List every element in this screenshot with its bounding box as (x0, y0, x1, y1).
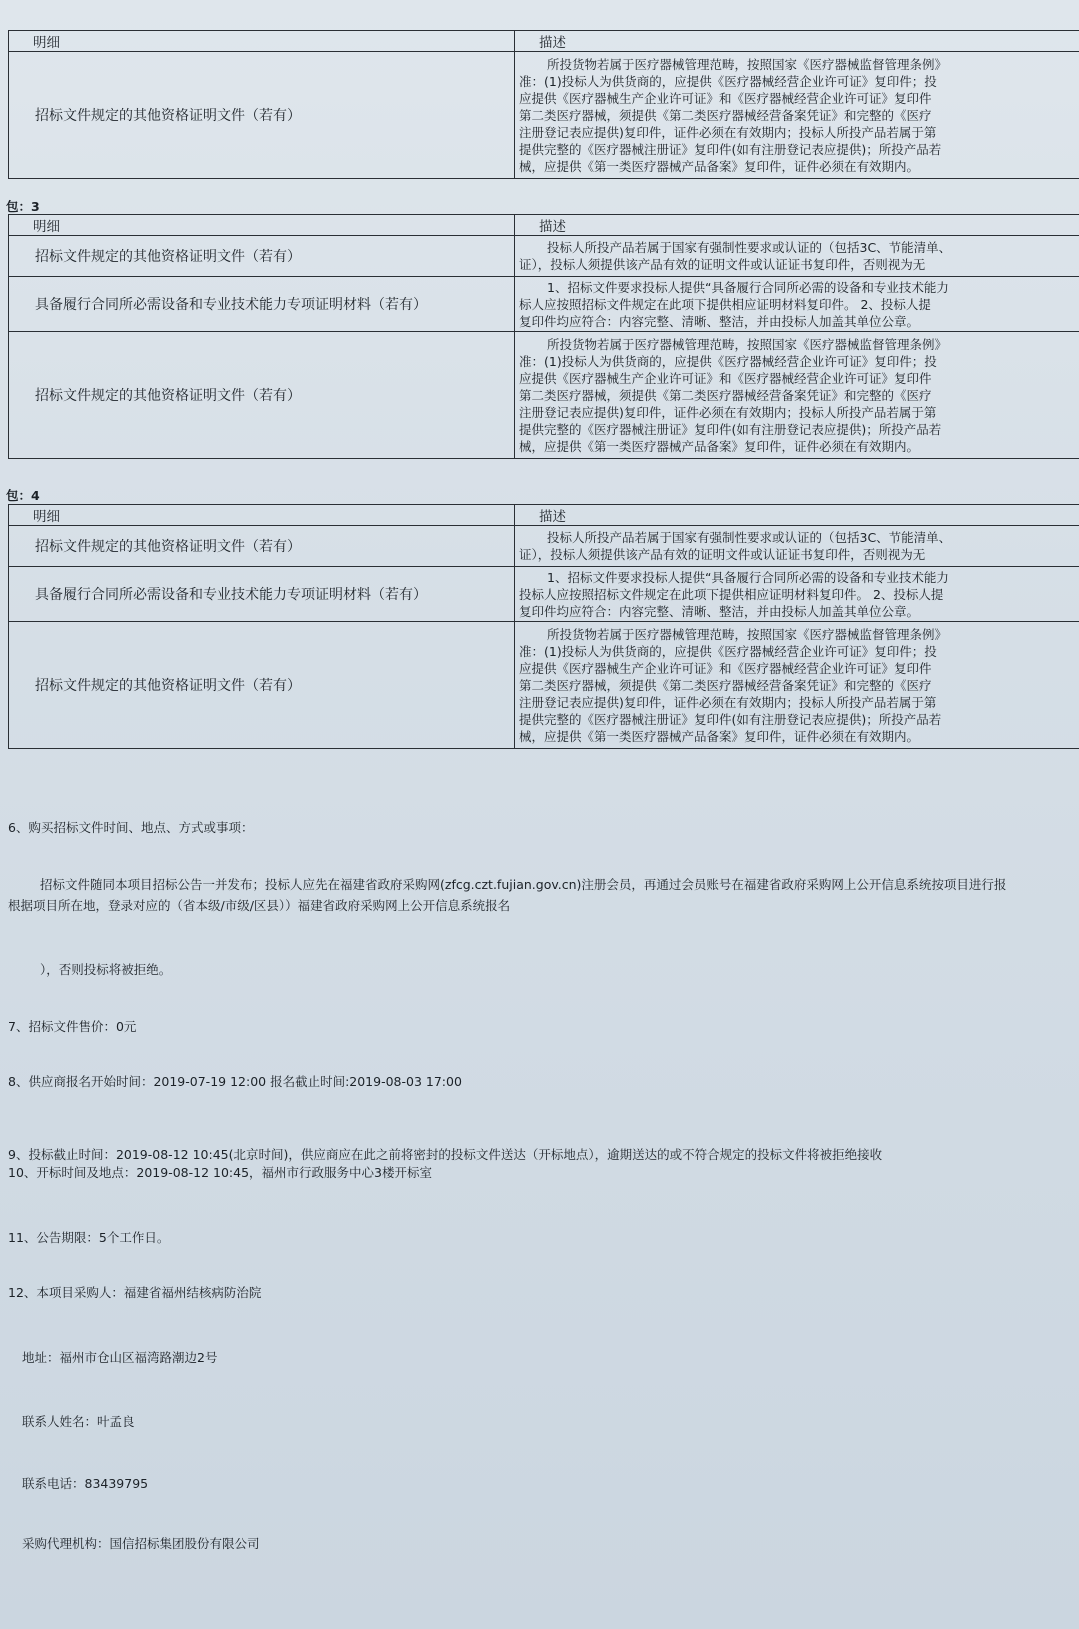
header-description: 描述 (515, 31, 1079, 52)
desc-line: 应提供《医疗器械生产企业许可证》和《医疗器械经营企业许可证》复印件 (519, 660, 932, 676)
desc-line: 1、招标文件要求投标人提供“具备履行合同所必需的设备和专业技术能力 (547, 279, 949, 295)
row-description (515, 567, 1079, 622)
desc-line: 第二类医疗器械，须提供《第二类医疗器械经营备案凭证》和完整的《医疗 (519, 387, 932, 403)
table-row (9, 277, 1079, 332)
header-detail: 明细 (9, 31, 515, 52)
desc-line: 提供完整的《医疗器械注册证》复印件(如有注册登记表应提供)；所投产品若 (519, 421, 942, 437)
row-label: 招标文件规定的其他资格证明文件（若有） (9, 622, 515, 749)
qualification-table-package-4 (8, 504, 1079, 749)
row-label: 招标文件规定的其他资格证明文件（若有） (9, 332, 515, 459)
row-label: 招标文件规定的其他资格证明文件（若有） (9, 236, 515, 277)
desc-line: 准：(1)投标人为供货商的，应提供《医疗器械经营企业许可证》复印件；投 (519, 353, 937, 369)
package-3-label: 包：3 (6, 199, 40, 214)
header-detail: 明细 (9, 215, 515, 236)
table-row (9, 236, 1079, 277)
section-6-line-2: 根据项目所在地，登录对应的（省本级/市级/区县））福建省政府采购网上公开信息系统报名 (8, 898, 511, 913)
table-row (9, 567, 1079, 622)
desc-line: 注册登记表应提供)复印件，证件必须在有效期内；投标人所投产品若属于第 (519, 124, 937, 140)
desc-line: 标人应按照招标文件规定在此项下提供相应证明材料复印件。 2、投标人提 (519, 296, 931, 312)
desc-line: 提供完整的《医疗器械注册证》复印件(如有注册登记表应提供)；所投产品若 (519, 711, 942, 727)
table-row (9, 332, 1079, 459)
desc-line: 1、招标文件要求投标人提供“具备履行合同所必需的设备和专业技术能力 (547, 569, 949, 585)
purchaser-address: 地址：福州市仓山区福湾路潮边2号 (22, 1350, 218, 1365)
header-description: 描述 (515, 505, 1079, 526)
desc-line: 准：(1)投标人为供货商的，应提供《医疗器械经营企业许可证》复印件；投 (519, 643, 937, 659)
desc-line: 复印件均应符合：内容完整、清晰、整洁，并由投标人加盖其单位公章。 (519, 313, 920, 329)
desc-line: 证），投标人须提供该产品有效的证明文件或认证证书复印件，否则视为无 (519, 547, 926, 562)
section-6-line-1: 招标文件随同本项目招标公告一并发布；投标人应先在福建省政府采购网(zfcg.czt.fujian.gov.cn)注册会员，再通过会员账号在福建省政府采购网上公开信息系统按项目进行报 (40, 877, 1007, 892)
table-header-row (9, 505, 1079, 526)
section-8-registration-time: 8、供应商报名开始时间：2019-07-19 12:00 报名截止时间:2019-08-03 17:00 (8, 1074, 462, 1089)
desc-line: 第二类医疗器械，须提供《第二类医疗器械经营备案凭证》和完整的《医疗 (519, 677, 932, 693)
table-header-row (9, 31, 1079, 52)
row-label: 招标文件规定的其他资格证明文件（若有） (9, 52, 515, 179)
table-header-row (9, 215, 1079, 236)
section-6-title: 6、购买招标文件时间、地点、方式或事项： (8, 820, 254, 835)
desc-line: 第二类医疗器械，须提供《第二类医疗器械经营备案凭证》和完整的《医疗 (519, 107, 932, 123)
desc-line: 证），投标人须提供该产品有效的证明文件或认证证书复印件，否则视为无 (519, 257, 926, 272)
desc-line: 应提供《医疗器械生产企业许可证》和《医疗器械经营企业许可证》复印件 (519, 370, 932, 386)
row-description (515, 332, 1079, 459)
row-description (515, 52, 1079, 179)
desc-line: 准：(1)投标人为供货商的，应提供《医疗器械经营企业许可证》复印件；投 (519, 73, 937, 89)
desc-line: 械，应提供《第一类医疗器械产品备案》复印件，证件必须在有效期内。 (519, 438, 920, 454)
desc-line: 投标人所投产品若属于国家有强制性要求或认证的（包括3C、节能清单、 (547, 530, 952, 545)
package-4-label: 包：4 (6, 488, 40, 503)
desc-line: 应提供《医疗器械生产企业许可证》和《医疗器械经营企业许可证》复印件 (519, 90, 932, 106)
row-description (515, 526, 1079, 567)
header-description: 描述 (515, 215, 1079, 236)
table-row (9, 52, 1079, 179)
qualification-table-1 (8, 30, 1079, 179)
desc-line: 所投货物若属于医疗器械管理范畴，按照国家《医疗器械监督管理条例》 (547, 56, 948, 72)
contact-phone: 联系电话：83439795 (22, 1476, 149, 1491)
section-6-line-3: ），否则投标将被拒绝。 (40, 962, 172, 977)
section-11-notice-period: 11、公告期限：5个工作日。 (8, 1230, 170, 1245)
row-description (515, 277, 1079, 332)
header-detail: 明细 (9, 505, 515, 526)
row-description (515, 236, 1079, 277)
desc-line: 械，应提供《第一类医疗器械产品备案》复印件，证件必须在有效期内。 (519, 728, 920, 744)
section-9-bid-deadline: 9、投标截止时间：2019-08-12 10:45(北京时间)，供应商应在此之前将密封的投标文件送达（开标地点），逾期送达的或不符合规定的投标文件将被拒绝接收 (8, 1147, 883, 1162)
section-12-purchaser: 12、本项目采购人：福建省福州结核病防治院 (8, 1285, 262, 1300)
table-row (9, 622, 1079, 749)
row-label: 招标文件规定的其他资格证明文件（若有） (9, 526, 515, 567)
row-label: 具备履行合同所必需设备和专业技术能力专项证明材料（若有） (9, 277, 515, 332)
desc-line: 复印件均应符合：内容完整、清晰、整洁，并由投标人加盖其单位公章。 (519, 603, 920, 619)
desc-line: 提供完整的《医疗器械注册证》复印件(如有注册登记表应提供)；所投产品若 (519, 141, 942, 157)
procurement-agency: 采购代理机构：国信招标集团股份有限公司 (22, 1536, 260, 1551)
table-row (9, 526, 1079, 567)
section-10-opening-time: 10、开标时间及地点：2019-08-12 10:45，福州市行政服务中心3楼开标室 (8, 1165, 433, 1180)
desc-line: 投标人所投产品若属于国家有强制性要求或认证的（包括3C、节能清单、 (547, 240, 952, 255)
desc-line: 注册登记表应提供)复印件，证件必须在有效期内；投标人所投产品若属于第 (519, 404, 937, 420)
row-label: 具备履行合同所必需设备和专业技术能力专项证明材料（若有） (9, 567, 515, 622)
desc-line: 所投货物若属于医疗器械管理范畴，按照国家《医疗器械监督管理条例》 (547, 626, 948, 642)
desc-line: 投标人应按照招标文件规定在此项下提供相应证明材料复印件。 2、投标人提 (519, 586, 944, 602)
desc-line: 械，应提供《第一类医疗器械产品备案》复印件，证件必须在有效期内。 (519, 158, 920, 174)
desc-line: 注册登记表应提供)复印件，证件必须在有效期内；投标人所投产品若属于第 (519, 694, 937, 710)
section-7-price: 7、招标文件售价：0元 (8, 1019, 137, 1034)
qualification-table-package-3 (8, 214, 1079, 459)
desc-line: 所投货物若属于医疗器械管理范畴，按照国家《医疗器械监督管理条例》 (547, 336, 948, 352)
row-description (515, 622, 1079, 749)
contact-name: 联系人姓名：叶孟良 (22, 1414, 135, 1429)
